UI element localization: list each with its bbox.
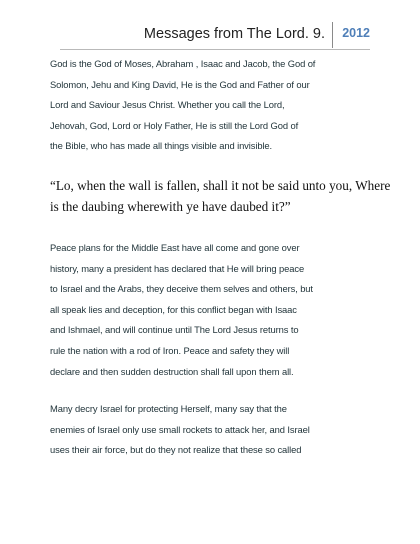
quote-line: “Lo, when the wall is fallen, shall it not be said unto you, Where (50, 177, 391, 193)
paragraph-peace-plans (50, 238, 376, 382)
scripture-quote (50, 175, 391, 217)
page-body (50, 54, 391, 478)
text-line: and Ishmael, and will continue until The Lord Jesus returns to (50, 324, 299, 336)
header-rule (60, 49, 370, 50)
paragraph-many-decry (50, 399, 376, 461)
text-line: Solomon, Jehu and King David, He is the God and Father of our (50, 78, 310, 90)
page-header (60, 22, 370, 50)
header-year: 2012 (342, 26, 370, 40)
text-line: rule the nation with a rod of Iron. Peace and safety they will (50, 344, 290, 356)
quote-line: is the daubing wherewith ye have daubed it?” (50, 198, 291, 214)
text-line: God is the God of Moses, Abraham , Isaac and Jacob, the God of (50, 58, 316, 69)
text-line: Peace plans for the Middle East have all come and gone over (50, 241, 300, 253)
header-title: Messages from The Lord. 9. (143, 26, 325, 42)
text-line: Many decry Israel for protecting Herself, many say that the (50, 403, 287, 415)
text-line: all speak lies and deception, for this conflict began with Isaac (50, 303, 297, 315)
text-line: declare and then sudden destruction shall fall upon them all. (50, 365, 294, 377)
paragraph-god-of-moses (50, 54, 376, 157)
header-divider (332, 22, 333, 48)
text-line: uses their air force, but do they not realize that these so called (50, 444, 302, 456)
text-line: history, many a president has declared that He will bring peace (50, 262, 305, 274)
text-line: Lord and Saviour Jesus Christ. Whether you call the Lord, (50, 99, 285, 111)
text-line: enemies of Israel only use small rockets to attack her, and Israel (50, 423, 310, 435)
text-line: Jehovah, God, Lord or Holy Father, He is still the Lord God of (50, 119, 299, 131)
text-line: the Bible, who has made all things visible and invisible. (50, 140, 273, 152)
text-line: to Israel and the Arabs, they deceive them selves and others, but (50, 283, 313, 295)
